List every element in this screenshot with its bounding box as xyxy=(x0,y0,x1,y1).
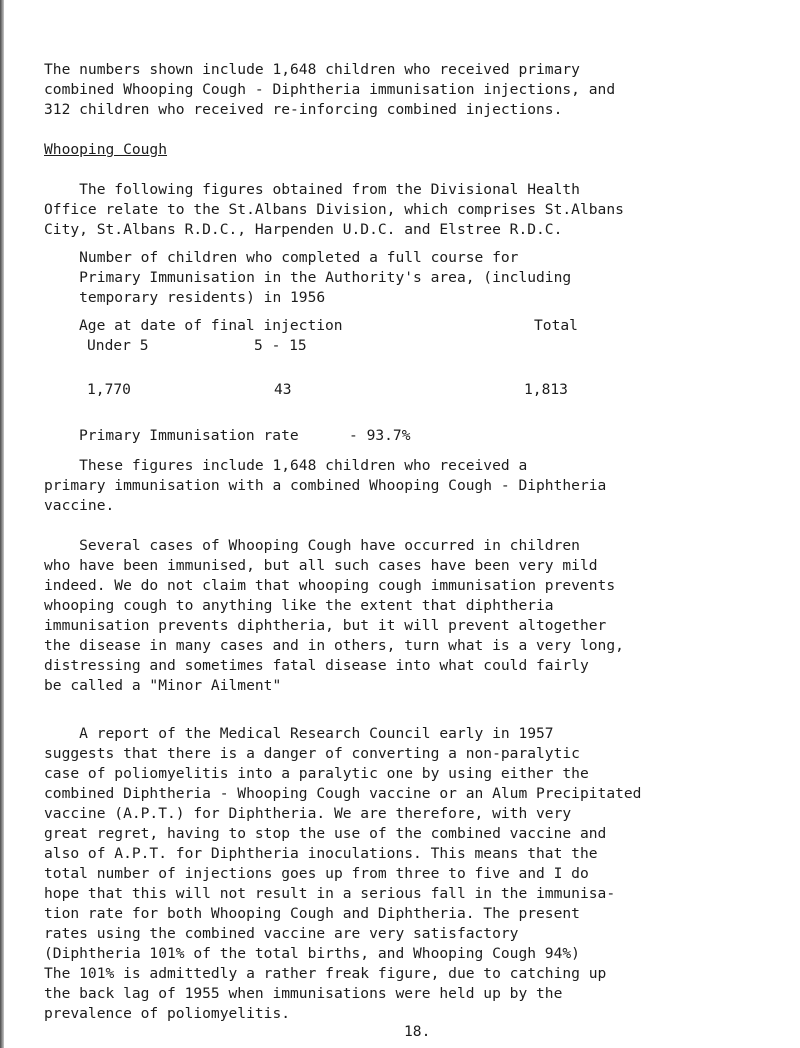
text-line: great regret, having to stop the use of the combined vaccine and xyxy=(44,825,607,842)
text-line: A report of the Medical Research Council early in 1957 xyxy=(44,725,554,742)
mrc-report-paragraph xyxy=(44,724,784,1024)
page-number: 18. xyxy=(404,1023,431,1040)
text-line: who have been immunised, but all such cases have been very mild xyxy=(44,557,598,574)
rate-value: - 93.7% xyxy=(349,427,411,444)
text-line: Office relate to the St.Albans Division, which comprises St.Albans xyxy=(44,201,624,218)
text-line: temporary residents) in 1956 xyxy=(44,289,326,306)
text-line: Primary Immunisation in the Authority's area, (including xyxy=(44,269,572,286)
text-line: These figures include 1,648 children who received a xyxy=(44,457,528,474)
text-line: immunisation prevents diphtheria, but it will prevent altogether xyxy=(44,617,607,634)
under-5-header: Under 5 xyxy=(87,337,149,354)
text-line: whooping cough to anything like the extent that diphtheria xyxy=(44,597,554,614)
intro-paragraph xyxy=(44,60,784,120)
divisional-figures-paragraph xyxy=(44,180,784,240)
children-count-paragraph xyxy=(44,248,784,308)
text-line: vaccine. xyxy=(44,497,115,514)
text-line: primary immunisation with a combined Whooping Cough - Diphtheria xyxy=(44,477,607,494)
text-line: distressing and sometimes fatal disease into what could fairly xyxy=(44,657,589,674)
text-line: The 101% is admittedly a rather freak figure, due to catching up xyxy=(44,965,607,982)
text-line: the back lag of 1955 when immunisations were held up by the xyxy=(44,985,563,1002)
text-line: prevalence of poliomyelitis. xyxy=(44,1005,291,1022)
age-5-15-header: 5 - 15 xyxy=(254,337,307,354)
text-line: hope that this will not result in a serious fall in the immunisa- xyxy=(44,885,616,902)
text-line: 312 children who received re-inforcing combined injections. xyxy=(44,101,563,118)
text-line: combined Diphtheria - Whooping Cough vaccine or an Alum Precipitated xyxy=(44,785,642,802)
under-5-value: 1,770 xyxy=(87,381,131,398)
page-edge-shadow xyxy=(0,0,4,1048)
section-heading-block xyxy=(44,140,784,160)
text-line: City, St.Albans R.D.C., Harpenden U.D.C. and Elstree R.D.C. xyxy=(44,221,563,238)
text-line: total number of injections goes up from three to five and I do xyxy=(44,865,589,882)
text-line: the disease in many cases and in others, turn what is a very long, xyxy=(44,637,624,654)
text-line: also of A.P.T. for Diphtheria inoculations. This means that the xyxy=(44,845,598,862)
text-line: Number of children who completed a full course for xyxy=(44,249,519,266)
age-header: Age at date of final injection xyxy=(79,317,343,334)
rate-label: Primary Immunisation rate xyxy=(79,427,299,444)
text-line: vaccine (A.P.T.) for Diphtheria. We are therefore, with very xyxy=(44,805,572,822)
cases-paragraph xyxy=(44,536,784,696)
text-line: case of poliomyelitis into a paralytic one by using either the xyxy=(44,765,589,782)
figures-include-paragraph xyxy=(44,456,784,516)
text-line: tion rate for both Whooping Cough and Diphtheria. The present xyxy=(44,905,580,922)
text-line: suggests that there is a danger of converting a non-paralytic xyxy=(44,745,580,762)
text-line: (Diphtheria 101% of the total births, and Whooping Cough 94%) xyxy=(44,945,580,962)
age-5-15-value: 43 xyxy=(274,381,292,398)
text-line: The following figures obtained from the Divisional Health xyxy=(44,181,580,198)
text-line: rates using the combined vaccine are very satisfactory xyxy=(44,925,519,942)
text-line: be called a "Minor Ailment" xyxy=(44,677,282,694)
text-line: combined Whooping Cough - Diphtheria immunisation injections, and xyxy=(44,81,616,98)
text-line: indeed. We do not claim that whooping cough immunisation prevents xyxy=(44,577,616,594)
text-line: Several cases of Whooping Cough have occurred in children xyxy=(44,537,580,554)
section-heading: Whooping Cough xyxy=(44,141,168,158)
text-line: The numbers shown include 1,648 children who received primary xyxy=(44,61,580,78)
total-value: 1,813 xyxy=(524,381,568,398)
total-header: Total xyxy=(534,317,578,334)
